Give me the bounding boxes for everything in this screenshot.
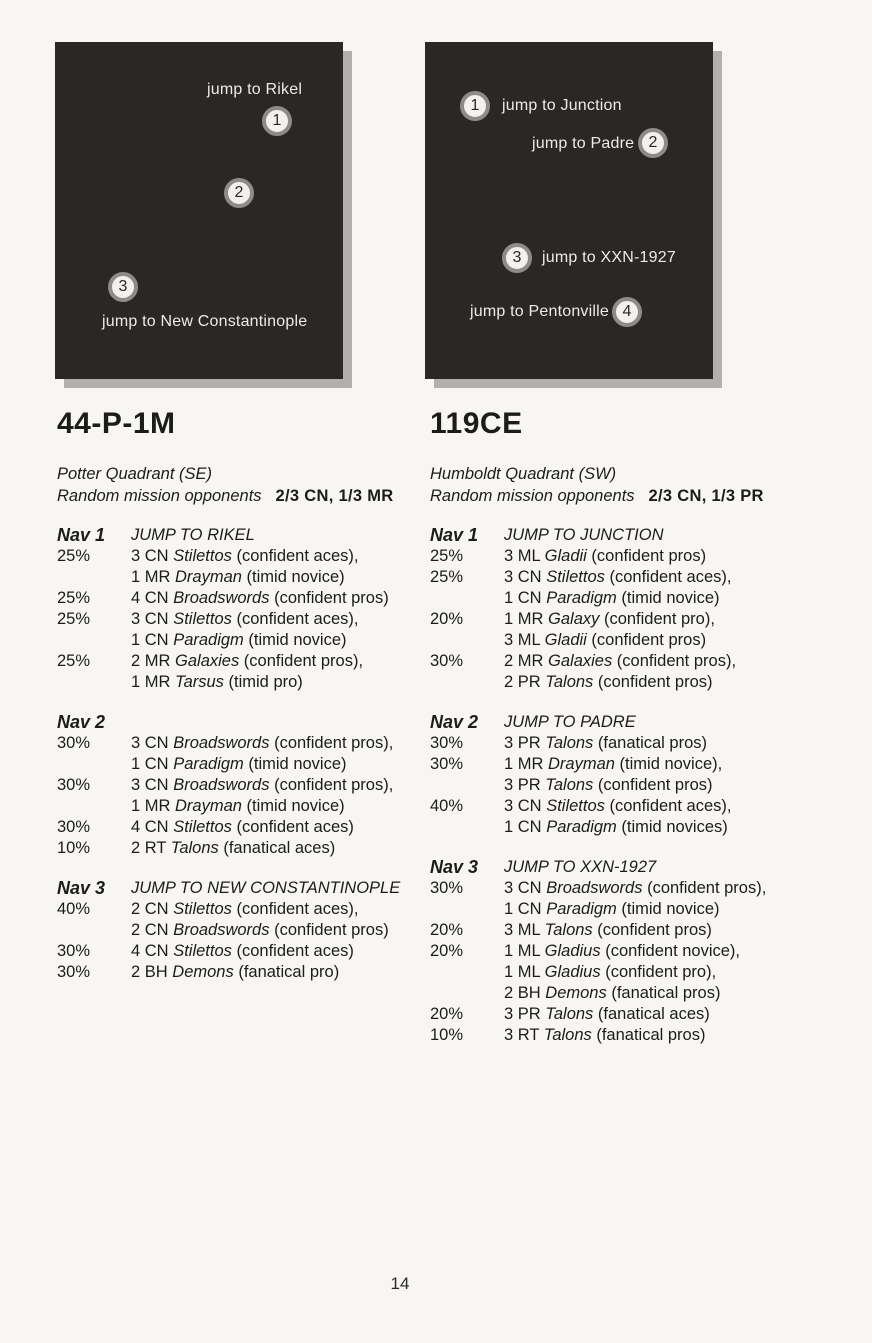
ship-name: Broadswords [173,921,270,939]
entry-ship-list [131,546,425,588]
nav-tables [57,525,425,983]
ship-name: Tarsus [175,673,224,691]
ship-name: Paradigm [546,900,617,918]
nav-section [57,712,425,859]
ship-name: Gladius [544,942,601,960]
nav-name-label: Nav 1 [57,525,106,545]
nav-jump-label: JUMP TO RIKEL [131,526,255,544]
nav-entry-row [57,817,425,838]
ship-line: 3 CN Stilettos (confident aces), [504,568,732,586]
nav-entry-row [430,567,840,609]
opponents-line [57,485,425,507]
ship-name: Stilettos [173,818,232,836]
jump-point-2-icon: 2 [638,128,668,158]
entry-probability: 20% [430,610,464,628]
nav-entry-row [430,651,840,693]
nav-header [57,878,425,899]
ship-name: Stilettos [173,547,232,565]
jump-point-3-icon: 3 [502,243,532,273]
nav-header [430,857,840,878]
ship-line: 1 MR Drayman (timid novice) [131,797,345,815]
nav-jump-label: JUMP TO XXN-1927 [504,858,657,876]
nav-entry-row [430,546,840,567]
entry-ship-list [131,899,425,941]
entry-probability: 30% [57,734,91,752]
ship-name: Talons [545,734,594,752]
nav-header [57,712,425,733]
ship-name: Demons [545,984,607,1002]
nav-entry-row [57,941,425,962]
jump-label-pentonville: jump to Pentonville [470,303,609,320]
nav-tables [430,525,840,1046]
ship-name: Drayman [548,755,615,773]
ship-line: 2 CN Broadswords (confident pros) [131,921,389,939]
ship-name: Paradigm [173,755,244,773]
entry-probability: 30% [57,818,91,836]
entry-ship-list [504,546,840,567]
entry-ship-list [131,962,425,983]
nav-jump-label: JUMP TO PADRE [504,713,636,731]
entry-probability: 40% [430,797,464,815]
ship-line: 1 CN Paradigm (timid novice) [504,900,720,918]
ship-line: 3 CN Broadswords (confident pros), [131,776,394,794]
quadrant-label: Humboldt Quadrant (SW) [430,465,617,483]
ship-line: 3 CN Stilettos (confident aces), [504,797,732,815]
ship-line: 4 CN Stilettos (confident aces) [131,818,354,836]
opponents-line [430,485,840,507]
nav-entry-row [430,941,840,1004]
ship-line: 3 RT Talons (fanatical pros) [504,1026,706,1044]
entry-ship-list [504,1004,840,1025]
ship-line: 1 CN Paradigm (timid novice) [131,755,347,773]
nav-section [430,525,840,693]
jump-label-padre: jump to Padre [532,135,635,152]
entry-ship-list [131,651,425,693]
entry-ship-list [504,796,840,838]
ship-name: Gladii [544,631,587,649]
entry-ship-list [504,651,840,693]
jump-point-1-icon: 1 [262,106,292,136]
ship-line: 3 ML Gladii (confident pros) [504,631,707,649]
ship-line: 1 CN Paradigm (timid novice) [504,589,720,607]
ship-line: 3 CN Stilettos (confident aces), [131,547,359,565]
nav-entry-row [57,962,425,983]
entry-ship-list [131,775,425,817]
ship-name: Broadswords [173,589,270,607]
page-number: 14 [390,1274,410,1293]
ship-name: Stilettos [173,610,232,628]
nav-header [430,525,840,546]
ship-name: Talons [170,839,219,857]
nav-name-label: Nav 1 [430,525,479,545]
jump-label-rikel: jump to Rikel [207,81,303,98]
system-title: 44-P-1M [57,407,176,440]
nav-jump-label: JUMP TO NEW CONSTANTINOPLE [131,879,401,897]
ship-line: 1 CN Paradigm (timid novices) [504,818,728,836]
ship-line: 2 BH Demons (fanatical pro) [131,963,340,981]
ship-name: Talons [544,921,593,939]
nav-entry-row [57,899,425,941]
nav-entry-row [430,754,840,796]
ship-name: Gladius [544,963,601,981]
entry-probability: 20% [430,921,464,939]
jump-point-1-icon: 1 [460,91,490,121]
entry-probability: 25% [57,652,91,670]
nav-jump-label: JUMP TO JUNCTION [504,526,664,544]
ship-name: Drayman [175,797,242,815]
entry-ship-list [131,733,425,775]
ship-line: 2 MR Galaxies (confident pros), [131,652,364,670]
nav-section [57,525,425,693]
entry-probability: 30% [57,776,91,794]
ship-line: 2 MR Galaxies (confident pros), [504,652,737,670]
ship-line: 2 CN Stilettos (confident aces), [131,900,359,918]
nav-entry-row [430,920,840,941]
jump-label-new-constantinople: jump to New Constantinople [102,313,308,330]
ship-line: 3 PR Talons (fanatical aces) [504,1005,710,1023]
entry-probability: 30% [430,652,464,670]
entry-probability: 30% [430,755,464,773]
ship-name: Stilettos [173,942,232,960]
ship-name: Broadswords [546,879,643,897]
nav-name-label: Nav 2 [57,712,106,732]
ship-line: 3 CN Broadswords (confident pros), [504,879,767,897]
entry-ship-list [504,567,840,609]
entry-ship-list [131,838,425,859]
ship-line: 4 CN Stilettos (confident aces) [131,942,354,960]
system-map-119ce [425,42,713,379]
ship-line: 1 MR Drayman (timid novice) [131,568,345,586]
ship-name: Broadswords [173,734,270,752]
nav-entry-row [430,733,840,754]
opponents-label: Random mission opponents [430,487,635,505]
ship-name: Galaxies [548,652,613,670]
ship-name: Stilettos [546,797,605,815]
nav-entry-row [57,651,425,693]
system-title: 119CE [430,407,523,440]
nav-name-label: Nav 2 [430,712,479,732]
ship-line: 3 ML Gladii (confident pros) [504,547,707,565]
ship-name: Galaxies [175,652,240,670]
ship-line: 3 CN Stilettos (confident aces), [131,610,359,628]
entry-probability: 20% [430,1005,464,1023]
ship-name: Demons [172,963,234,981]
entry-probability: 30% [430,734,464,752]
ship-name: Galaxy [548,610,600,628]
quadrant-label: Potter Quadrant (SE) [57,465,212,483]
ship-name: Talons [545,776,594,794]
nav-entry-row [430,796,840,838]
entry-probability: 40% [57,900,91,918]
ship-line: 2 RT Talons (fanatical aces) [131,839,336,857]
ship-name: Stilettos [546,568,605,586]
ship-name: Stilettos [173,900,232,918]
opponents-label: Random mission opponents [57,487,262,505]
entry-ship-list [131,817,425,838]
ship-line: 3 PR Talons (fanatical pros) [504,734,708,752]
entry-probability: 20% [430,942,464,960]
entry-probability: 25% [57,610,91,628]
entry-probability: 25% [430,547,464,565]
entry-probability: 25% [57,547,91,565]
ship-line: 1 ML Gladius (confident novice), [504,942,741,960]
ship-name: Paradigm [173,631,244,649]
nav-entry-row [430,1004,840,1025]
entry-probability: 25% [57,589,91,607]
ship-line: 1 MR Drayman (timid novice), [504,755,723,773]
nav-entry-row [430,878,840,920]
nav-entry-row [430,609,840,651]
ship-name: Talons [545,1005,594,1023]
ship-name: Drayman [175,568,242,586]
nav-header [430,712,840,733]
nav-entry-row [57,775,425,817]
nav-entry-row [57,838,425,859]
entry-ship-list [504,733,840,754]
nav-section [57,878,425,983]
entry-probability: 30% [430,879,464,897]
entry-probability: 10% [57,839,91,857]
entry-ship-list [504,609,840,651]
nav-name-label: Nav 3 [430,857,479,877]
ship-line: 1 MR Tarsus (timid pro) [131,673,303,691]
entry-ship-list [131,941,425,962]
nav-section [430,857,840,1046]
entry-ship-list [131,588,425,609]
entry-probability: 30% [57,963,91,981]
jump-point-3-icon: 3 [108,272,138,302]
entry-ship-list [504,941,840,1004]
jump-label-junction: jump to Junction [502,97,622,114]
ship-name: Talons [543,1026,592,1044]
ship-name: Broadswords [173,776,270,794]
ship-line: 2 BH Demons (fanatical pros) [504,984,721,1002]
jump-label-xxn-1927: jump to XXN-1927 [542,249,676,266]
opponents-value: 2/3 CN, 1/3 MR [275,487,394,505]
nav-header [57,525,425,546]
ship-line: 3 ML Talons (confident pros) [504,921,712,939]
entry-probability: 10% [430,1026,464,1044]
nav-entry-row [57,733,425,775]
nav-entry-row [57,546,425,588]
ship-name: Talons [545,673,594,691]
ship-line: 1 MR Galaxy (confident pro), [504,610,715,628]
nav-entry-row [430,1025,840,1046]
ship-name: Paradigm [546,589,617,607]
entry-ship-list [504,878,840,920]
entry-ship-list [131,609,425,651]
opponents-value: 2/3 CN, 1/3 PR [648,487,764,505]
entry-ship-list [504,1025,840,1046]
ship-line: 4 CN Broadswords (confident pros) [131,589,389,607]
nav-entry-row [57,588,425,609]
ship-line: 3 PR Talons (confident pros) [504,776,713,794]
entry-ship-list [504,754,840,796]
ship-line: 1 CN Paradigm (timid novice) [131,631,347,649]
jump-point-4-icon: 4 [612,297,642,327]
ship-line: 2 PR Talons (confident pros) [504,673,713,691]
ship-name: Gladii [544,547,587,565]
jump-point-2-icon: 2 [224,178,254,208]
ship-name: Paradigm [546,818,617,836]
system-map-44-p-1m [55,42,343,379]
entry-probability: 25% [430,568,464,586]
entry-ship-list [504,920,840,941]
nav-entry-row [57,609,425,651]
ship-line: 1 ML Gladius (confident pro), [504,963,717,981]
system-column-44-p-1m [57,408,425,1002]
entry-probability: 30% [57,942,91,960]
nav-section [430,712,840,838]
nav-name-label: Nav 3 [57,878,106,898]
ship-line: 3 CN Broadswords (confident pros), [131,734,394,752]
system-column-119ce [430,408,840,1065]
